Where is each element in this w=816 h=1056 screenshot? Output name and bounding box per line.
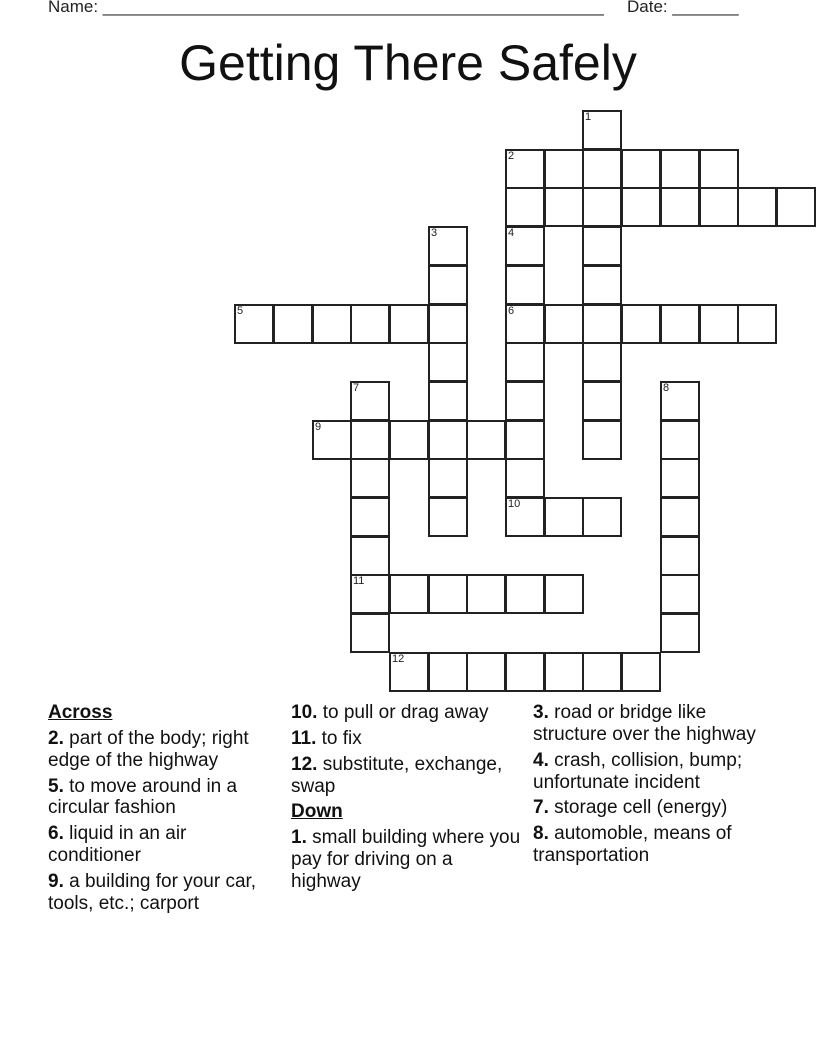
grid-cell[interactable]	[582, 187, 622, 227]
clue-number: 8	[663, 382, 670, 394]
grid-cell[interactable]	[505, 342, 545, 382]
grid-cell[interactable]	[699, 304, 739, 344]
clue-number: 3	[431, 227, 438, 239]
grid-cell[interactable]	[350, 381, 390, 421]
clue-number: 12	[392, 653, 405, 665]
grid-cell[interactable]	[621, 187, 661, 227]
grid-cell[interactable]	[505, 381, 545, 421]
grid-cell[interactable]	[428, 342, 468, 382]
grid-cell[interactable]	[621, 304, 661, 344]
grid-cell[interactable]	[428, 574, 468, 614]
grid-cell[interactable]	[660, 187, 700, 227]
grid-cell[interactable]	[466, 420, 506, 460]
clue-down-3: 3. road or bridge like structure over the highway	[533, 702, 756, 745]
grid-cell[interactable]	[350, 574, 390, 614]
grid-cell[interactable]	[582, 497, 622, 537]
grid-cell[interactable]	[428, 458, 468, 498]
clue-number: 9	[315, 421, 322, 433]
grid-cell[interactable]	[660, 458, 700, 498]
grid-cell[interactable]	[505, 187, 545, 227]
grid-cell[interactable]	[544, 652, 584, 692]
grid-cell[interactable]	[505, 574, 545, 614]
grid-cell[interactable]	[234, 304, 274, 344]
name-field-label: Name: _____________________________________________________	[48, 0, 604, 16]
grid-cell[interactable]	[737, 187, 777, 227]
grid-cell[interactable]	[582, 420, 622, 460]
grid-cell[interactable]	[350, 458, 390, 498]
grid-cell[interactable]	[660, 613, 700, 653]
clue-number: 6	[508, 305, 515, 317]
clues-column-3	[533, 702, 769, 871]
grid-cell[interactable]	[350, 536, 390, 576]
clue-down-8: 8. automoble, means of transportation	[533, 823, 732, 867]
down-heading: Down	[291, 801, 343, 823]
grid-cell[interactable]	[660, 381, 700, 421]
grid-cell[interactable]	[544, 187, 584, 227]
grid-cell[interactable]	[544, 304, 584, 344]
clue-number: 4	[508, 227, 515, 239]
grid-cell[interactable]	[660, 497, 700, 537]
grid-cell[interactable]	[505, 265, 545, 305]
grid-cell[interactable]	[428, 226, 468, 266]
clue-number: 11	[353, 575, 365, 587]
clue-number: 2	[508, 150, 515, 162]
grid-cell[interactable]	[312, 304, 352, 344]
grid-cell[interactable]	[389, 652, 429, 692]
grid-cell[interactable]	[699, 187, 739, 227]
clue-across-11: 11. to fix	[291, 727, 362, 749]
grid-cell[interactable]	[737, 304, 777, 344]
grid-cell[interactable]	[428, 265, 468, 305]
grid-cell[interactable]	[776, 187, 816, 227]
grid-cell[interactable]	[428, 381, 468, 421]
grid-cell[interactable]	[660, 536, 700, 576]
grid-cell[interactable]	[699, 149, 739, 189]
grid-cell[interactable]	[505, 652, 545, 692]
grid-cell[interactable]	[582, 342, 622, 382]
clue-across-12: 12. substitute, exchange, swap	[291, 753, 503, 797]
clue-down-1: 1. small building where you pay for driving on a highway	[291, 827, 521, 892]
grid-cell[interactable]	[582, 381, 622, 421]
grid-cell[interactable]	[544, 149, 584, 189]
grid-cell[interactable]	[544, 497, 584, 537]
clue-number: 10	[508, 498, 521, 510]
clues-column-1	[48, 702, 284, 919]
grid-cell[interactable]	[428, 652, 468, 692]
grid-cell[interactable]	[428, 304, 468, 344]
clue-across-6: 6. liquid in an air conditioner	[48, 823, 187, 867]
clue-number: 1	[585, 111, 592, 123]
grid-cell[interactable]	[582, 110, 622, 150]
grid-cell[interactable]	[505, 226, 545, 266]
grid-cell[interactable]	[312, 420, 352, 460]
clue-number: 5	[237, 305, 244, 317]
grid-cell[interactable]	[582, 652, 622, 692]
grid-cell[interactable]	[660, 420, 700, 460]
grid-cell[interactable]	[582, 149, 622, 189]
clue-down-7: 7. storage cell (energy)	[533, 797, 728, 819]
grid-cell[interactable]	[505, 304, 545, 344]
clue-across-10: 10. to pull or drag away	[291, 702, 489, 723]
grid-cell[interactable]	[505, 497, 545, 537]
grid-cell[interactable]	[621, 149, 661, 189]
clue-number: 7	[353, 382, 360, 394]
grid-cell[interactable]	[273, 304, 313, 344]
grid-cell[interactable]	[660, 304, 700, 344]
grid-cell[interactable]	[428, 497, 468, 537]
grid-cell[interactable]	[660, 149, 700, 189]
page-title: Getting There Safely	[179, 35, 637, 91]
grid-cell[interactable]	[389, 304, 429, 344]
grid-cell[interactable]	[505, 149, 545, 189]
grid-cell[interactable]	[466, 574, 506, 614]
grid-cell[interactable]	[466, 652, 506, 692]
grid-cell[interactable]	[660, 574, 700, 614]
grid-cell[interactable]	[350, 613, 390, 653]
grid-cell[interactable]	[389, 574, 429, 614]
clues-column-2	[291, 702, 527, 897]
grid-cell[interactable]	[582, 226, 622, 266]
grid-cell[interactable]	[505, 420, 545, 460]
clue-across-2: 2. part of the body; right edge of the highway	[48, 727, 249, 771]
grid-cell[interactable]	[621, 652, 661, 692]
clue-across-9: 9. a building for your car, tools, etc.; carport	[48, 870, 257, 914]
grid-cell[interactable]	[428, 420, 468, 460]
grid-cell[interactable]	[544, 574, 584, 614]
clue-across-5: 5. to move around in a circular fashion	[48, 775, 238, 819]
grid-cell[interactable]	[350, 497, 390, 537]
across-heading: Across	[48, 702, 113, 723]
clue-down-4: 4. crash, collision, bump; unfortunate incident	[533, 749, 743, 793]
grid-cell[interactable]	[582, 304, 622, 344]
date-field-label: Date: _______	[627, 0, 739, 16]
grid-cell[interactable]	[350, 420, 390, 460]
grid-cell[interactable]	[505, 458, 545, 498]
grid-cell[interactable]	[350, 304, 390, 344]
grid-cell[interactable]	[582, 265, 622, 305]
grid-cell[interactable]	[389, 420, 429, 460]
